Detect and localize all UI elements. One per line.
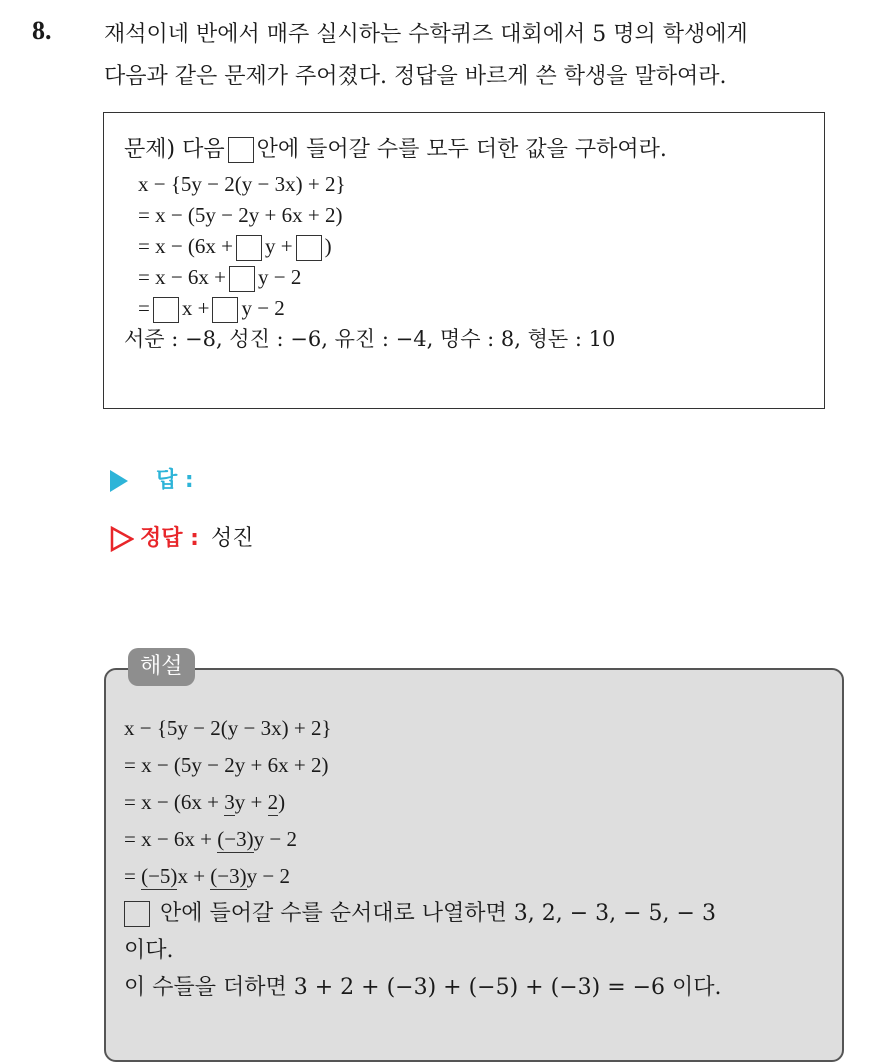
answer-label: 답 : — [156, 468, 194, 493]
blank-box — [212, 297, 238, 323]
explanation-underlined-value: 2 — [267, 790, 279, 814]
explanation-underlined-value: (−5) — [141, 864, 178, 888]
problem-line-3-b: y + — [265, 234, 293, 258]
explanation-line-5-c: y − 2 — [246, 864, 290, 888]
problem-box — [103, 112, 825, 409]
problem-line-4-a: = x − 6x + — [138, 265, 227, 289]
explanation-line-3-c: ) — [278, 790, 286, 814]
explanation-line-4-a: = x − 6x + — [124, 827, 213, 851]
problem-line-3-a: = x − (6x + — [138, 234, 234, 258]
correct-answer-line — [110, 521, 253, 552]
blank-box — [229, 266, 255, 292]
blank-box — [236, 235, 262, 261]
question-line-2: 다음과 같은 문제가 주어졌다. 정답을 바르게 쓴 학생을 말하여라. — [104, 64, 727, 89]
problem-line-1: x − {5y − 2(y − 3x) + 2} — [138, 172, 346, 196]
problem-line-3 — [124, 231, 824, 262]
blank-box — [296, 235, 322, 261]
explanation-text-1-content: 안에 들어갈 수를 순서대로 나열하면 3, 2, − 3, − 5, − 3 — [160, 901, 716, 926]
correct-answer-value: 성진 — [210, 526, 254, 551]
explanation-line-5-b: x + — [177, 864, 206, 888]
problem-line-5-b: x + — [181, 296, 210, 320]
answer-line — [110, 463, 194, 494]
explanation-line-3 — [124, 784, 842, 821]
explanation-line-4-b: y − 2 — [253, 827, 297, 851]
explanation-text-3: 이 수들을 더하면 3 + 2 + (−3) + (−5) + (−3) = −6 이다. — [124, 975, 722, 1000]
explanation-line-5-a: = — [124, 864, 136, 888]
problem-choices: 서준 : −8, 성진 : −6, 유진 : −4, 명수 : 8, 형돈 : 10 — [124, 327, 616, 351]
problem-title-after: 안에 들어갈 수를 모두 더한 값을 구하여라. — [256, 137, 667, 162]
blank-box — [153, 297, 179, 323]
explanation-line-4 — [124, 821, 842, 858]
blank-box — [124, 901, 150, 927]
problem-title-before: 문제) 다음 — [124, 137, 225, 162]
explanation-text-1 — [124, 895, 842, 932]
explanation-text-2: 이다. — [124, 938, 174, 963]
explanation-tag: 해설 — [128, 648, 195, 686]
question-text — [104, 14, 874, 98]
explanation-underlined-value: 3 — [224, 790, 235, 814]
problem-line-2: = x − (5y − 2y + 6x + 2) — [138, 203, 343, 227]
problem-line-4-b: y − 2 — [258, 265, 302, 289]
explanation-line-5 — [124, 858, 842, 895]
answer-blank-box — [228, 137, 254, 163]
explanation-line-3-a: = x − (6x + — [124, 790, 220, 814]
explanation-line-1: x − {5y − 2(y − 3x) + 2} — [124, 716, 332, 740]
problem-line-5-c: y − 2 — [241, 296, 285, 320]
problem-line-5 — [124, 293, 824, 324]
explanation-line-2: = x − (5y − 2y + 6x + 2) — [124, 753, 329, 777]
question-line-1: 재석이네 반에서 매주 실시하는 수학퀴즈 대회에서 5 명의 학생에게 — [104, 22, 748, 47]
problem-line-5-a: = — [138, 296, 150, 320]
outline-arrow-icon — [110, 526, 134, 552]
problem-title — [124, 131, 824, 169]
problem-line-3-c: ) — [324, 234, 332, 258]
question-number: 8. — [32, 16, 52, 45]
explanation-line-3-b: y + — [234, 790, 263, 814]
play-arrow-icon — [110, 470, 128, 492]
explanation-underlined-value: (−3) — [217, 827, 254, 851]
correct-answer-label: 정답 : — [140, 526, 199, 551]
explanation-underlined-value: (−3) — [210, 864, 247, 888]
problem-line-4 — [124, 262, 824, 293]
explanation-box — [104, 668, 844, 1062]
